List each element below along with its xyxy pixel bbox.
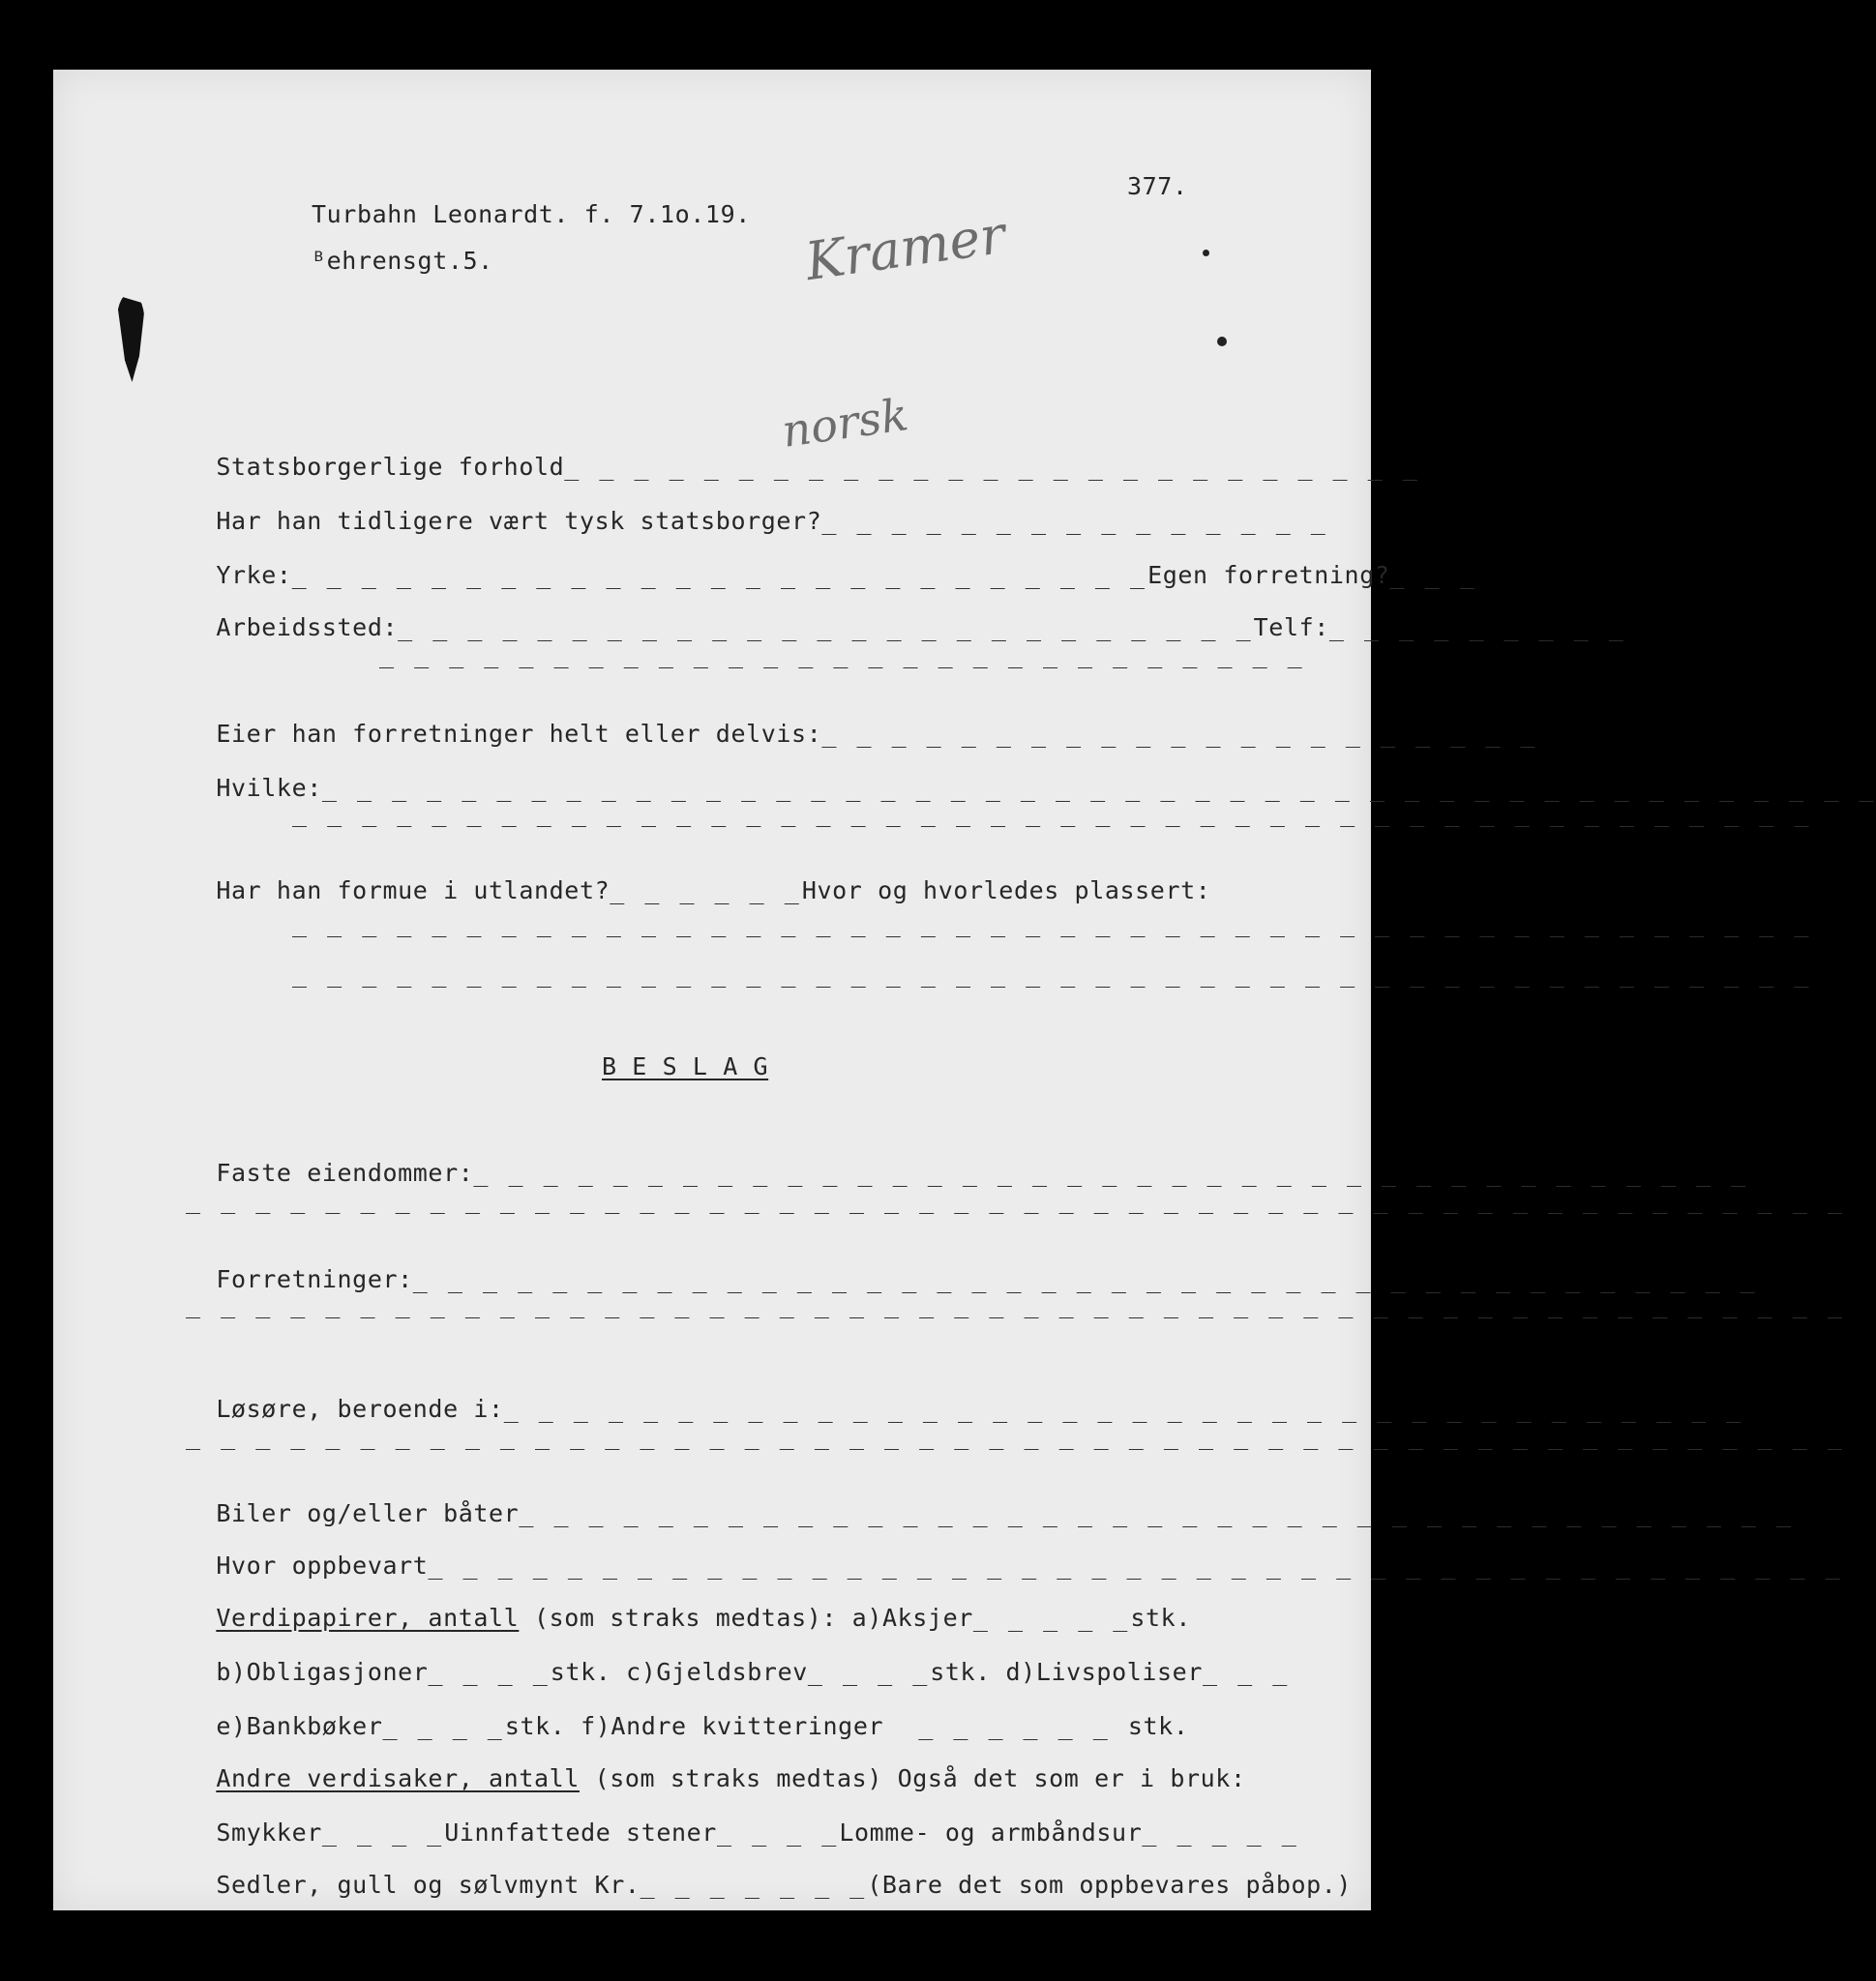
workplace-label: Arbeidssted: — [216, 613, 399, 641]
stk-a: stk. — [1130, 1604, 1191, 1632]
occupation-label: Yrke: — [216, 561, 292, 589]
workplace-extra-line: _ _ _ _ _ _ _ _ _ _ _ _ _ _ _ _ _ _ _ _ _ _ _ _ _ _ _ — [379, 640, 1305, 668]
cash-label: Sedler, gull og sølvmynt Kr. — [216, 1871, 640, 1899]
valuables-row — [186, 1735, 1246, 1793]
owns-business-row: Eier han forretninger helt eller delvis:_ _ _ _ _ _ _ _ _ _ _ _ _ _ _ _ _ _ _ _ _ — [216, 720, 1538, 748]
businesses-row: Forretninger:_ _ _ _ _ _ _ _ _ _ _ _ _ _ _ _ _ _ _ _ _ _ _ _ _ _ _ _ _ _ _ _ _ _ _ _ _ _ _ — [216, 1265, 1758, 1293]
name-line: Turbahn Leonardt. f. 7.1o.19. — [312, 200, 751, 228]
securities-label: Verdipapirer, antall — [216, 1604, 520, 1632]
businesses-label: Forretninger: — [216, 1265, 413, 1293]
real-estate-extra-line: _ _ _ _ _ _ _ _ _ _ _ _ _ _ _ _ _ _ _ _ _ _ _ _ _ _ _ _ _ _ _ _ _ _ _ _ _ _ _ _ _ _ _ _ _ _ _ _ — [186, 1186, 1845, 1214]
watches-label: Lomme- og armbåndsur — [839, 1818, 1143, 1847]
real-estate-row: Faste eiendommer:_ _ _ _ _ _ _ _ _ _ _ _ _ _ _ _ _ _ _ _ _ _ _ _ _ _ _ _ _ _ _ _ _ _ _ _ _ — [216, 1159, 1749, 1187]
valuables-note: (som straks medtas) Også det som er i bruk: — [579, 1764, 1246, 1792]
which-row: Hvilke:_ _ _ _ _ _ _ _ _ _ _ _ _ _ _ _ _ _ _ _ _ _ _ _ _ _ _ _ _ _ _ _ _ _ _ _ _ _ _ _ _ _ _ _ _ — [216, 774, 1876, 802]
ink-spot — [1217, 337, 1227, 346]
own-business-label: Egen forretning? — [1147, 561, 1390, 589]
stk-e: stk. — [504, 1712, 566, 1740]
former-german-label: Har han tidligere vært tysk statsborger? — [216, 507, 822, 535]
real-estate-label: Faste eiendommer: — [216, 1159, 474, 1187]
valuables-label: Andre verdisaker, antall — [216, 1764, 580, 1792]
seizure-title: B E S L A G — [602, 1052, 769, 1080]
businesses-extra-line: _ _ _ _ _ _ _ _ _ _ _ _ _ _ _ _ _ _ _ _ _ _ _ _ _ _ _ _ _ _ _ _ _ _ _ _ _ _ _ _ _ _ _ _ _ _ _ _ — [186, 1290, 1845, 1318]
stored-row: Hvor oppbevart_ _ _ _ _ _ _ _ _ _ _ _ _ _ _ _ _ _ _ _ _ _ _ _ _ _ _ _ _ _ _ _ _ _ _ _ _ _ _ _ _ — [216, 1552, 1843, 1580]
movables-row: Løsøre, beroende i:_ _ _ _ _ _ _ _ _ _ _ _ _ _ _ _ _ _ _ _ _ _ _ _ _ _ _ _ _ _ _ _ _ _ _ _ — [216, 1395, 1744, 1423]
cash-note: (Bare det som oppbevares påbop.) — [867, 1871, 1353, 1899]
insurance-label: d)Livspoliser — [1005, 1658, 1203, 1686]
movables-extra-line: _ _ _ _ _ _ _ _ _ _ _ _ _ _ _ _ _ _ _ _ _ _ _ _ _ _ _ _ _ _ _ _ _ _ _ _ _ _ _ _ _ _ _ _ _ _ _ _ — [186, 1422, 1845, 1450]
workplace-row: Arbeidssted:_ _ _ _ _ _ _ _ _ _ _ _ _ _ _ _ _ _ _ _ _ _ _ _ _Telf:_ _ _ _ _ _ _ _ _ — [216, 613, 1626, 641]
page-number: 377. — [1127, 172, 1188, 200]
stk-c: stk. — [930, 1658, 991, 1686]
which-extra-line: _ _ _ _ _ _ _ _ _ _ _ _ _ _ _ _ _ _ _ _ _ _ _ _ _ _ _ _ _ _ _ _ _ _ _ _ _ _ _ _ _ _ _ _ — [292, 799, 1812, 827]
vehicles-label: Biler og/eller båter — [216, 1499, 520, 1527]
stk-b: stk. — [550, 1658, 611, 1686]
vehicles-row: Biler og/eller båter_ _ _ _ _ _ _ _ _ _ _ _ _ _ _ _ _ _ _ _ _ _ _ _ _ _ _ _ _ _ _ _ _ _ _ _ _ — [216, 1499, 1795, 1527]
stones-label: Uinnfattede stener — [444, 1818, 717, 1847]
mortgage-label: c)Gjeldsbrev — [626, 1658, 808, 1686]
citizenship-row: Statsborgerlige forhold_ _ _ _ _ _ _ _ _ _ _ _ _ _ _ _ _ _ _ _ _ _ _ _ _ — [216, 453, 1420, 481]
stored-label: Hvor oppbevart — [216, 1552, 429, 1580]
ink-spot — [1203, 250, 1209, 256]
owns-business-label: Eier han forretninger helt eller delvis: — [216, 720, 822, 748]
movables-label: Løsøre, beroende i: — [216, 1395, 504, 1423]
citizenship-label: Statsborgerlige forhold — [216, 453, 565, 481]
jewelry-label: Smykker — [216, 1818, 322, 1847]
stk-f: stk. — [1127, 1712, 1189, 1740]
valuables-row-2: Smykker_ _ _ _Uinnfattede stener_ _ _ _Lomme- og armbåndsur_ _ _ _ _ — [216, 1818, 1299, 1847]
receipts-label: f)Andre kvitteringer — [581, 1712, 884, 1740]
which-label: Hvilke: — [216, 774, 322, 802]
bonds-label: b)Obligasjoner — [216, 1658, 429, 1686]
assets-abroad-row: Har han formue i utlandet?_ _ _ _ _ _Hvor og hvorledes plassert: — [216, 876, 1211, 904]
securities-row-3: e)Bankbøker_ _ _ _stk. f)Andre kvitteringer _ _ _ _ _ _ stk. — [216, 1712, 1189, 1740]
where-placed-label: Hvor og hvorledes plassert: — [801, 876, 1211, 904]
cash-row: Sedler, gull og sølvmynt Kr._ _ _ _ _ _ _(Bare det som oppbevares påbop.) — [216, 1871, 1353, 1899]
address-line: ᴮehrensgt.5. — [312, 247, 493, 275]
bankbooks-label: e)Bankbøker — [216, 1712, 383, 1740]
handwritten-name: Kramer — [801, 203, 1009, 293]
occupation-row: Yrke:_ _ _ _ _ _ _ _ _ _ _ _ _ _ _ _ _ _ _ _ _ _ _ _ _Egen forretning?_ _ _ — [216, 561, 1477, 589]
assets-line-1: _ _ _ _ _ _ _ _ _ _ _ _ _ _ _ _ _ _ _ _ _ _ _ _ _ _ _ _ _ _ _ _ _ _ _ _ _ _ _ _ _ _ _ _ — [292, 909, 1812, 937]
handwritten-citizenship: norsk — [778, 388, 911, 458]
securities-note: (som straks medtas): a)Aksjer — [519, 1604, 973, 1632]
assets-abroad-label: Har han formue i utlandet? — [216, 876, 610, 904]
former-german-row: Har han tidligere vært tysk statsborger?_ _ _ _ _ _ _ _ _ _ _ _ _ _ _ — [216, 507, 1328, 535]
securities-row-2: b)Obligasjoner_ _ _ _stk. c)Gjeldsbrev_ _ _ _stk. d)Livspoliser_ _ _ — [216, 1658, 1291, 1686]
securities-row: Verdipapirer, antall (som straks medtas): a)Aksjer_ _ _ _ _stk. — [216, 1604, 1191, 1632]
assets-line-2: _ _ _ _ _ _ _ _ _ _ _ _ _ _ _ _ _ _ _ _ _ _ _ _ _ _ _ _ _ _ _ _ _ _ _ _ _ _ _ _ _ _ _ _ — [292, 960, 1812, 988]
phone-label: Telf: — [1253, 613, 1329, 641]
